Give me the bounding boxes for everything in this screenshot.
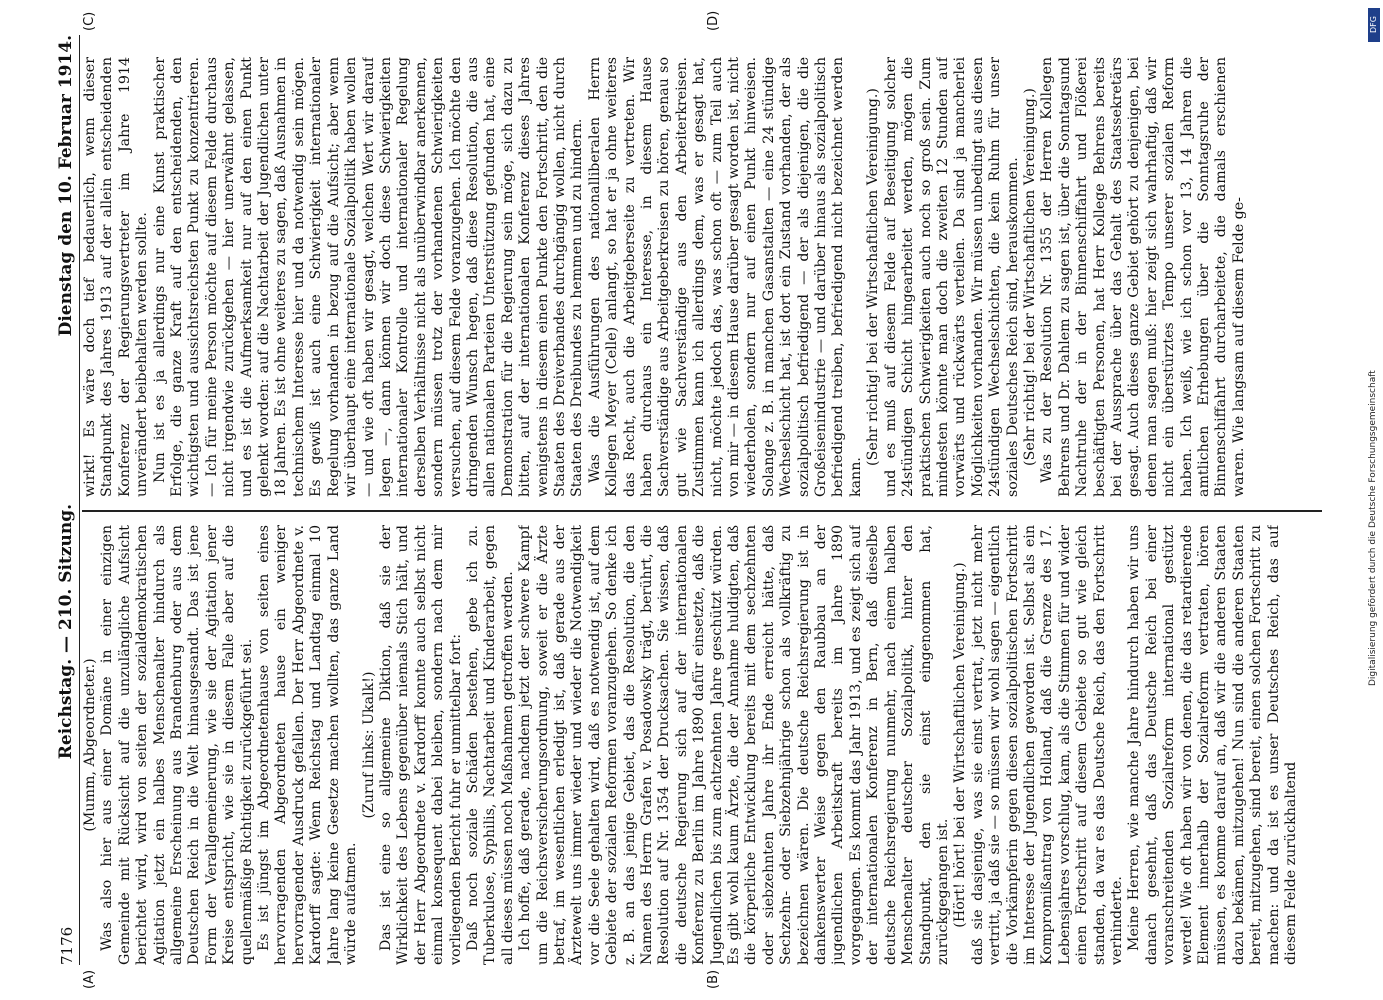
- paragraph: Ich hoffe, daß gerade, nachdem jetzt der schwere Kampf um die Reichsversicherungsordnung, soweit er die Ärzte betraf, im wesentlichen erledigt ist, daß gerade aus der Ärztewelt uns immer wieder und wieder die Notwendigkeit vor die Seele gehalten wird, daß es notwendig ist, auf dem Gebiete der sozialen Reformen voranzugehen. So denke ich z. B. an das jenige Gebiet, das die Resolution, die den Namen des Herrn Grafen v. Posadowsky trägt, berührt, die Resolution auf Nr. 1354 der Drucksachen. Sie wissen, daß die deutsche Regierung sich auf der internationalen Konferenz zu Berlin im Jahre 1890 dafür einsetzte, daß die Jugendlichen bis zum achtzehnten Jahre geschützt würden. Es gibt wohl kaum Ärzte, die der Annahme huldigten, daß die körperliche Entwicklung bereits mit dem sechzehnten oder siebzehnten Jahre ihr Ende erreicht hätte, daß Sechzehn- oder Siebzehnjährige schon als vollkräftig zu bezeichnen wären. Die deutsche Reichsregierung ist in dankenswerter Weise gegen den Raubbau an der jugendlichen Arbeitskraft bereits im Jahre 1890 vorgegangen. Es kommt das Jahr 1913, und es zeigt sich auf der internationalen Konferenz in Bern, daß dieselbe deutsche Reichsregierung nunmehr, nach einem halben Menschenalter deutscher Sozialpolitik, hinter den Standpunkt, den sie einst eingenommen hat, zurückgegangen ist.: [517, 525, 951, 965]
- paragraph: Nun ist es ja allerdings nur eine Kunst praktischer Erfolge, die ganze Kraft auf den entscheidenden, den wichtigsten und aussichtsreichsten Punkt zu konzentrieren. — Ich für meine Person möchte auf diesem Felde durchaus nicht irgendwie zurückgehen — hier unerwähnt gelassen, und es ist die Aufmerksamkeit nur auf den einen Punkt gelenkt worden: auf die Nachtarbeit der Jugendlichen unter 18 Jahren. Es ist ohne weiteres zu sagen, daß Ausnahmen in technischem Interesse hier und da notwendig sein mögen. Es gewiß ist auch eine Schwierigkeit internationaler Regelung vorhanden in bezug auf die Aufsicht; aber wenn wir überhaupt eine internationale Sozialpolitik haben wollen — und wie oft haben wir gesagt, welchen Wert wir darauf legen —, dann können wir doch diese Schwierigkeiten internationaler Kontrolle und internationaler Regelung derselben Verhältnisse nicht als unüberwindbar anerkennen, sondern müssen trotz der vorhandenen Schwierigkeiten versuchen, auf diesem Felde voranzugehen. Ich möchte den dringenden Wunsch hegen, daß diese Resolution, die aus allen nationalen Parteien Unterstützung gefunden hat, eine Demonstration für die Regierung sein möge, sich dazu zu bitten, auf der internationalen Konferenz dieses Jahres wenigstens in diesem einen Punkte den Fortschritt, den die Staaten des Dreiverbandes durchgängig wollen, nicht durch Staaten des Dreibundes zu hemmen und zu hindern.: [151, 57, 586, 497]
- paragraph: Was die Ausführungen des nationalliberalen Herrn Kollegen Meyer (Celle) anlangt, so hat er ja ohne weiteres das Recht, auch die Arbeitgeberseite zu vertreten. Wir haben durchaus ein Interesse, in diesem Hause Sachverständige aus Arbeitgeberkreisen zu hören, genau so gut wie Sachverständige aus den Arbeiterkreisen. Zustimmen kann ich allerdings dem, was er gesagt hat, nicht, möchte jedoch das, was schon oft — zum Teil auch von mir — in diesem Hause darüber gesagt worden ist, nicht wiederholen, sondern nur auf einen Punkt hinweisen. Solange z. B. in manchen Gasanstalten — eine 24 stündige Wechselschicht hat, ist dort ein Zustand vorhanden, der als sozialpolitisch befriedigend — der als diejenigen, die die Großeisenindustrie — und darüber hinaus als sozialpolitisch befriedigend treiben, befriedigend nicht bezeichnet werden kann.: [586, 57, 864, 497]
- page-header: [46, 35, 80, 965]
- paragraph: Was zu der Resolution Nr. 1355 der Herren Kollegen Behrens und Dr. Dahlem zu sagen ist, über die Sonntagsund Nachtruhe der in der Binnenschiffahrt und Flößerei beschäftigten Personen, hat Herr Kollege Behrens bereits bei der Aussprache über das Gehalt des Staatssekretärs gesagt. Auch dieses ganze Gebiet gehört zu denjenigen, bei denen man sagen muß: hier zeigt sich wahrhaftig, daß wir nicht ein überstürztes Tempo unserer sozialen Reform haben. Ich weiß, wie ich schon vor 13, 14 Jahren die amtlichen Erhebungen über die Sonntagsruhe der Binnenschiffahrt durcharbeitete, die damals erschienen waren. Wie langsam auf diesem Felde ge-: [1039, 57, 1247, 497]
- interjection: (Hört! hört! bei der Wirtschaftlichen Vereinigung.): [952, 562, 969, 928]
- digitization-credit: Digitalisierung gefördert durch die Deutsche Forschungsgemeinschaft: [1368, 370, 1378, 686]
- right-column: [82, 57, 1322, 497]
- speaker-line: (Mumm, Abgeordneter.): [82, 658, 98, 832]
- interjection: (Zuruf links: Ukalk!): [360, 671, 377, 819]
- margin-marker-b: (B): [706, 969, 721, 989]
- margin-marker-d: (D): [706, 10, 721, 31]
- margin-marker-a: (A): [82, 969, 97, 989]
- header-right-title: Dienstag den 10. Februar 1914.: [56, 35, 76, 337]
- paragraph: Es ist jüngst im Abgeordnetenhause von seiten eines hervorragenden Abgeordneten hause ein weniger hervorragender Ausdruck gefallen. Der Herr Abgeordnete v. Kardorff sagte: Wenn Reichstag und Landtag einmal 10 Jahre lang keine Gesetze machen wollten, das ganze Land würde aufatmen.: [256, 525, 360, 965]
- document-page: [46, 10, 1336, 989]
- paragraph: daß sie dasjenige, was sie einst vertrat, jetzt nicht mehr vertritt, ja daß sie — so müssen wir wohl sagen — eigentlich die Vorkämpferin gegen diesen sozialpolitischen Fortschritt im Interesse der Jugendlichen geworden ist. Selbst als ein Kompromißantrag von Holland, daß die Grenze des 17. Lebensjahres vorschlug, kam, als die Stimmen für und wider einen Fortschritt auf diesem Gebiete so gut wie gleich standen, da war es das Deutsche Reich, das den Fortschritt verhinderte.: [969, 525, 1125, 965]
- paragraph: Das ist eine so allgemeine Diktion, daß sie der Wirklichkeit des Lebens gegenüber niemals Stich hält, und der Herr Abgeordnete v. Kardorff konnte auch selbst nicht einmal konsequent dabei bleiben, sondern nach dem mir vorliegenden Bericht fuhr er unmittelbar fort:: [377, 525, 464, 965]
- paragraph: Meine Herren, wie manche Jahre hindurch haben wir uns danach gesehnt, daß das Deutsche Reich bei einer voranschreitenden Sozialreform international gestützt werde! Wie oft haben wir von denen, die das retardierende Element innerhalb der Sozialreform vertraten, hören müssen, es komme darauf an, daß wir die anderen Staaten dazu bekämen, mitzugehen! Nun sind die anderen Staaten bereit, mitzugehen, sind bereit, einen solchen Fortschritt zu machen: und da ist es unser Deutsches Reich, das auf diesem Felde zurückhaltend: [1126, 525, 1300, 965]
- header-left-title: Reichstag. — 210. Sitzung.: [56, 503, 76, 760]
- paragraph: und es muß auf diesem Felde auf Beseitigung solcher 24stündigen Schicht hingearbeitet werden, mögen die praktischen Schwierigkeiten auch noch so groß sein. Zum mindesten könnte man doch die zweiten 12 Stunden auf vorwärts und rückwärts verteilen. Da sind ja mancherlei Möglichkeiten vorhanden. Wir müssen unbedingt aus diesen 24stündigen Wechselschichten, die kein Ruhm für unser soziales Deutsches Reich sind, herauskommen.: [882, 57, 1021, 497]
- interjection: (Sehr richtig! bei der Wirtschaftlichen Vereinigung.): [865, 88, 882, 466]
- margin-marker-c: (C): [82, 11, 97, 31]
- interjection: (Sehr richtig! bei der Wirtschaftlichen Vereinigung.): [1021, 88, 1038, 466]
- dfg-logo: DFG: [1368, 8, 1380, 42]
- paragraph: Was also hier aus einer Domäne in einer einzigen Gemeinde mit Rücksicht auf die unzulängliche Aufsicht berichtet wird, wird von seiten der sozialdemokratischen Agitation jetzt ein halbes Menschenalter hindurch als allgemeine Erscheinung aus Brandenburg oder aus dem Deutschen Reich in die Welt hinausgesandt. Das ist jene Form der Verallgemeinerung, wie sie der Agitation jener Kreise entspricht, wie sie in diesem Falle aber auf die quellenmäßige Richtigkeit zurückgeführt sei.: [99, 525, 255, 965]
- quote: Daß noch soziale Schäden bestehen, gebe ich zu. Tuberkulose, Syphilis, Nachtarbeit und Kinderarbeit, gegen all dieses müssen noch Maßnahmen getroffen werden.: [464, 525, 516, 965]
- page-number: 7176: [58, 926, 76, 965]
- left-column: [82, 525, 1322, 965]
- paragraph: wirkt! Es wäre doch tief bedauerlich, wenn dieser Standpunkt des Jahres 1913 auf der allein entscheidenden Konferenz der Regierungsvertreter im Jahre 1914 unverändert beibehalten werden sollte.: [82, 57, 151, 497]
- column-divider: [82, 511, 1322, 513]
